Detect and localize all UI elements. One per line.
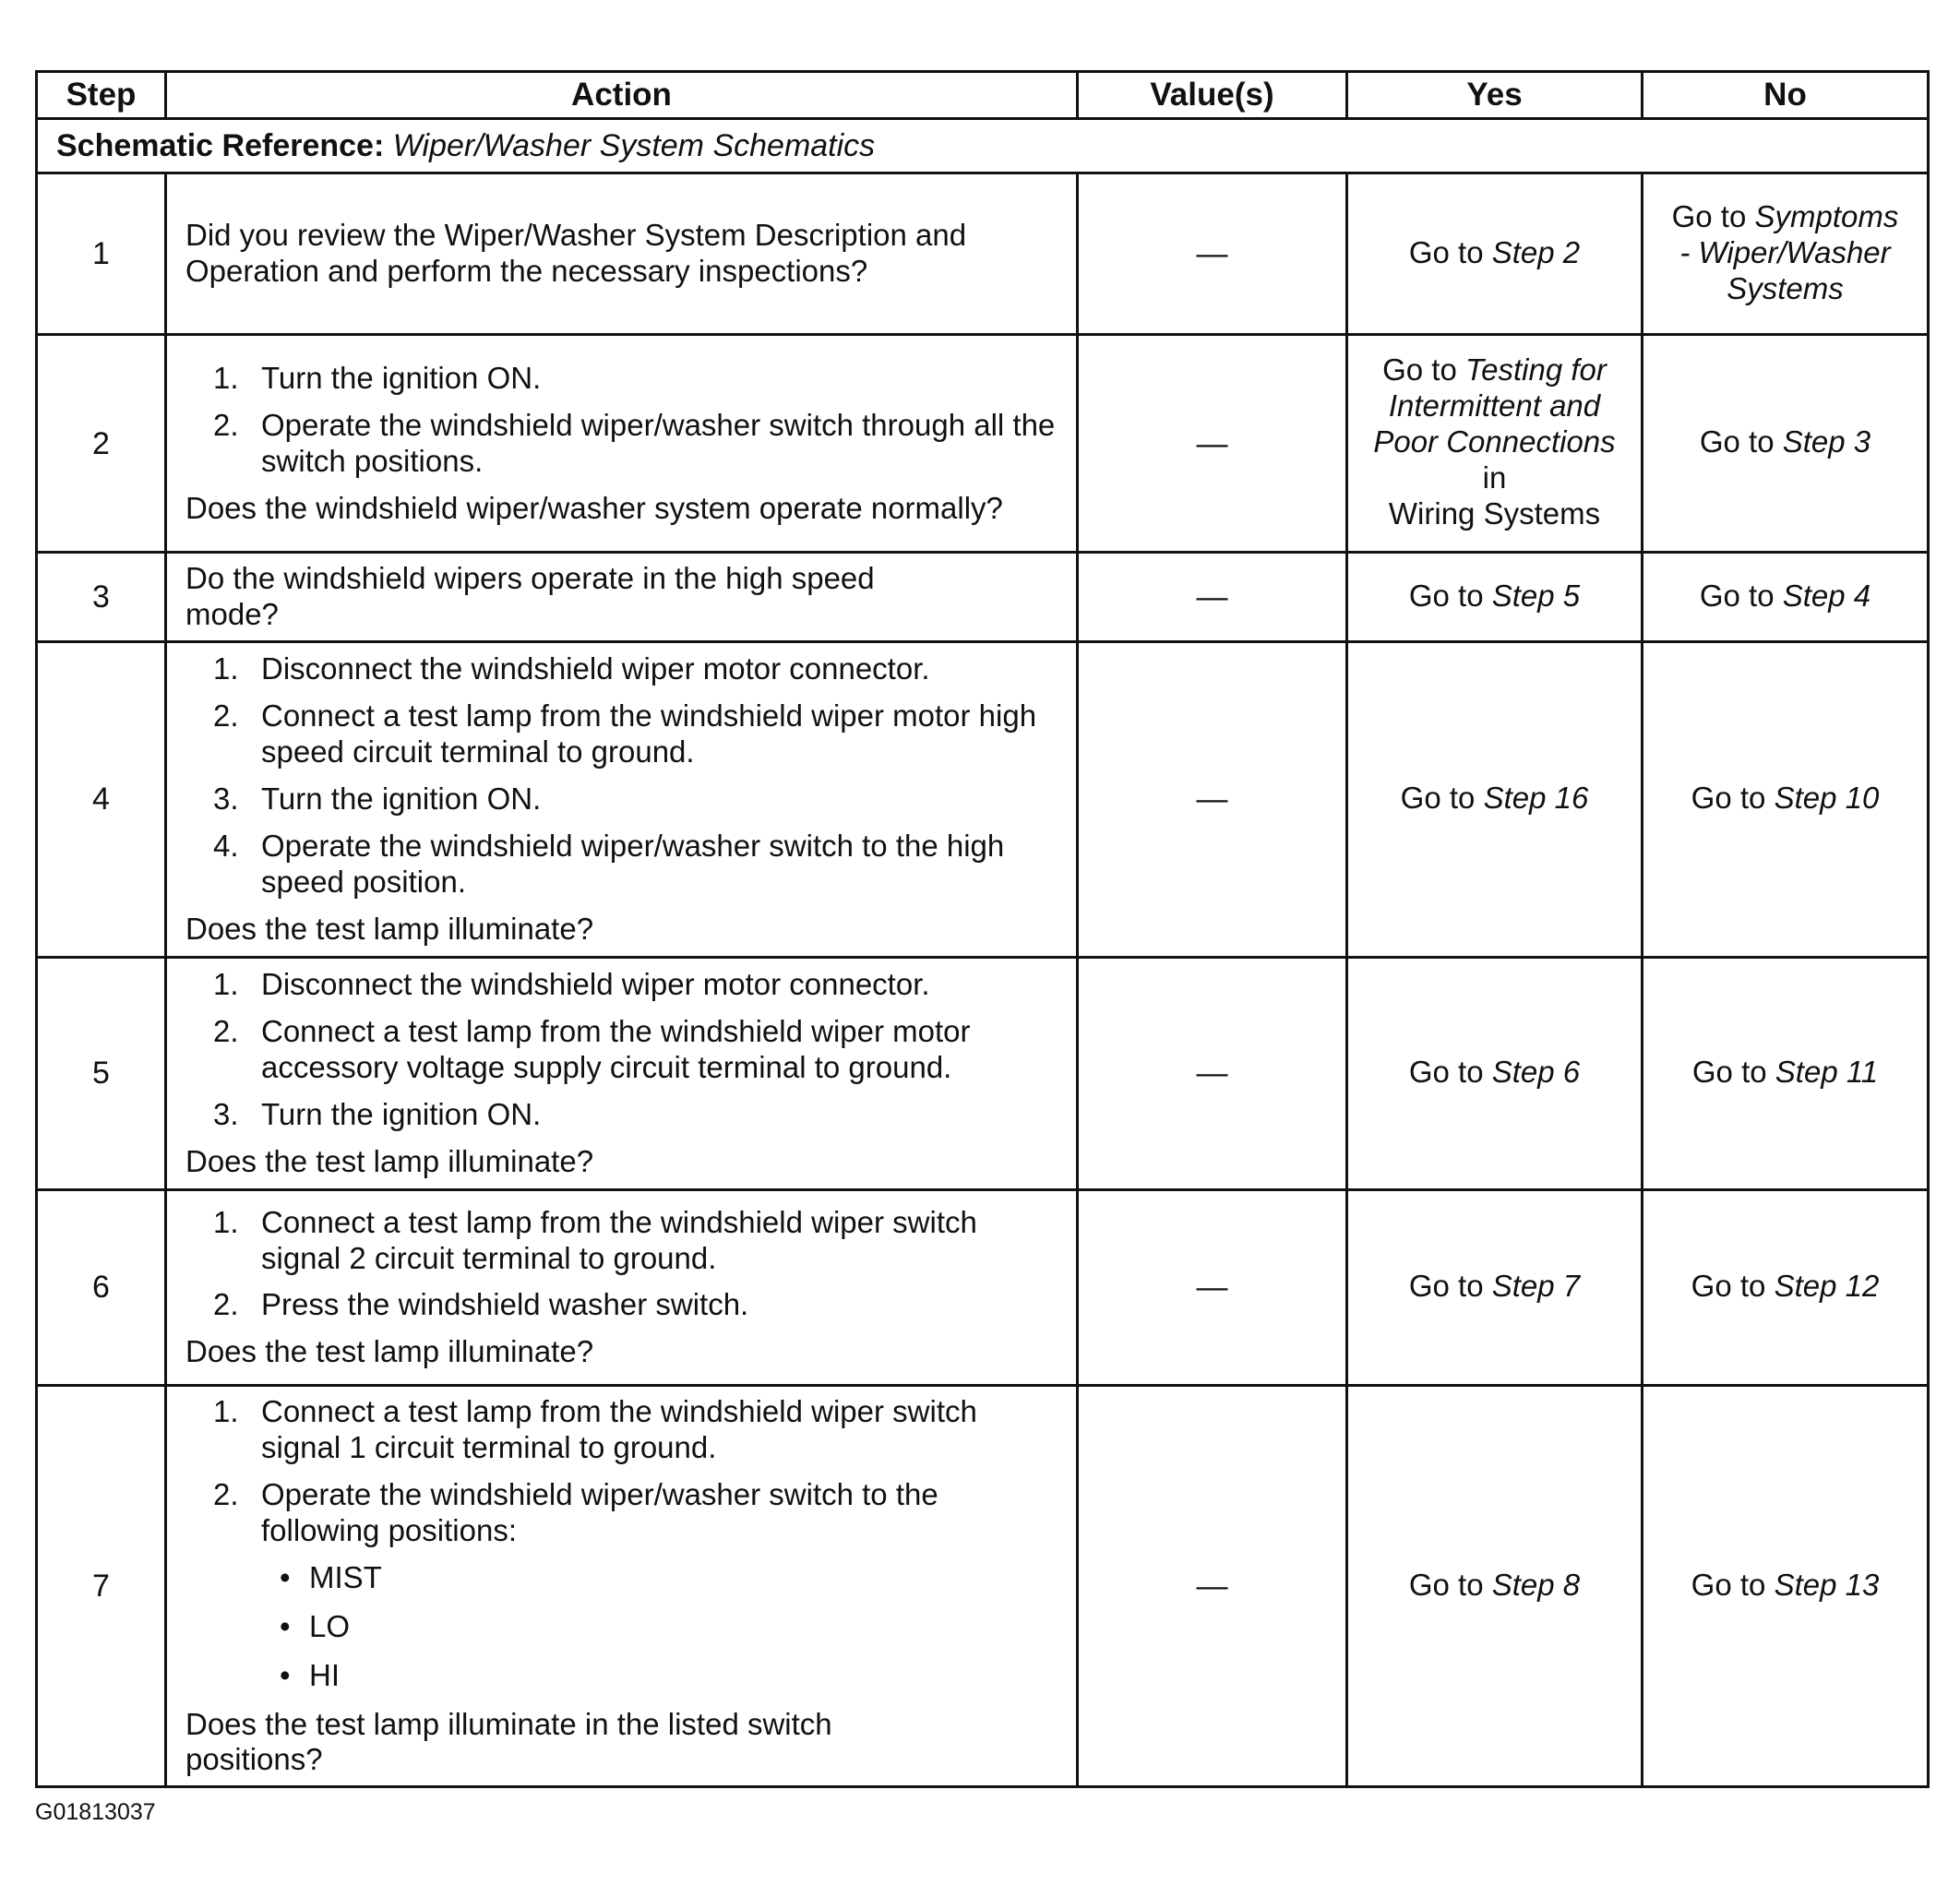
no-cell <box>1643 553 1929 642</box>
list-item: 2. Press the windshield washer switch. <box>213 1287 749 1322</box>
action-steps <box>185 1394 1058 1694</box>
list-item: 4. Operate the windshield wiper/washer switch to the high speed position. <box>213 828 1005 899</box>
action-question: Did you review the Wiper/Washer System Description and Operation and perform the necessary inspections? <box>185 218 967 289</box>
yes-cell <box>1347 335 1643 553</box>
yes-goto[interactable]: Go to Step 2 <box>1408 234 1581 269</box>
value-cell: — <box>1078 553 1347 642</box>
no-goto[interactable]: Go to Symptoms - Wiper/Washer Systems <box>1671 198 1899 305</box>
action-steps <box>185 651 1058 901</box>
list-item: 2. Connect a test lamp from the windshield wiper motor accessory voltage supply circuit terminal to ground. <box>213 1014 971 1085</box>
table-row <box>37 957 1929 1189</box>
yes-goto[interactable]: Go to Step 8 <box>1408 1567 1581 1602</box>
step-number: 7 <box>37 1385 166 1786</box>
list-item: 1. Connect a test lamp from the windshield wiper switch signal 2 circuit terminal to ground. <box>213 1204 977 1275</box>
schematic-reference-row <box>37 119 1929 173</box>
step-number: 6 <box>37 1189 166 1385</box>
action-cell <box>166 957 1078 1189</box>
step-number: 3 <box>37 553 166 642</box>
list-item: 3. Turn the ignition ON. <box>213 781 542 817</box>
action-question: Does the test lamp illuminate? <box>185 1143 594 1178</box>
value-cell: — <box>1078 1189 1347 1385</box>
diagnostic-table <box>35 70 1930 1788</box>
step-number: 4 <box>37 641 166 957</box>
value-cell: — <box>1078 335 1347 553</box>
table-row <box>37 335 1929 553</box>
switch-position-list <box>261 1560 1058 1694</box>
action-question: Do the windshield wipers operate in the high speed mode? <box>185 561 875 632</box>
no-cell <box>1643 173 1929 335</box>
diagnostic-table-sheet <box>35 70 1927 1788</box>
list-item: 1. Disconnect the windshield wiper motor connector. <box>213 651 930 686</box>
list-item: • LO <box>280 1608 351 1643</box>
yes-cell <box>1347 641 1643 957</box>
list-item: 2. Connect a test lamp from the windshield wiper motor high speed circuit terminal to ground. <box>213 698 1037 770</box>
list-item: 1. Connect a test lamp from the windshield wiper switch signal 1 circuit terminal to ground. <box>213 1393 977 1464</box>
header-step: Step <box>37 72 166 119</box>
schematic-reference <box>37 119 1929 173</box>
action-cell <box>166 335 1078 553</box>
action-question: Does the test lamp illuminate? <box>185 1334 594 1369</box>
schematic-reference-label: Schematic Reference: <box>56 128 385 163</box>
value-cell: — <box>1078 173 1347 335</box>
header-action: Action <box>166 72 1078 119</box>
no-goto[interactable]: Go to Step 13 <box>1691 1567 1880 1602</box>
step-number: 1 <box>37 173 166 335</box>
yes-cell <box>1347 1189 1643 1385</box>
action-cell <box>166 1189 1078 1385</box>
yes-cell <box>1347 553 1643 642</box>
table-row <box>37 1385 1929 1786</box>
no-cell <box>1643 335 1929 553</box>
list-item: 3. Turn the ignition ON. <box>213 1096 542 1131</box>
no-goto[interactable]: Go to Step 4 <box>1699 578 1871 613</box>
yes-cell <box>1347 957 1643 1189</box>
table-row <box>37 173 1929 335</box>
header-values: Value(s) <box>1078 72 1347 119</box>
no-cell <box>1643 1385 1929 1786</box>
list-item: 1. Disconnect the windshield wiper motor connector. <box>213 967 930 1002</box>
action-cell <box>166 173 1078 335</box>
bullet-icon: • <box>280 1657 291 1692</box>
header-yes: Yes <box>1347 72 1643 119</box>
no-goto[interactable]: Go to Step 10 <box>1691 781 1880 816</box>
no-goto[interactable]: Go to Step 3 <box>1699 424 1871 459</box>
step-number: 5 <box>37 957 166 1189</box>
value-cell: — <box>1078 1385 1347 1786</box>
action-cell <box>166 553 1078 642</box>
list-item: • HI <box>280 1657 340 1692</box>
yes-goto[interactable]: Go to Testing for Intermittent and Poor Connections in Wiring Systems <box>1373 352 1616 531</box>
header-no: No <box>1643 72 1929 119</box>
step-number: 2 <box>37 335 166 553</box>
yes-cell <box>1347 173 1643 335</box>
no-cell <box>1643 957 1929 1189</box>
list-item: • MIST <box>280 1559 382 1594</box>
schematic-reference-link[interactable]: Wiper/Washer System Schematics <box>392 128 876 163</box>
table-row <box>37 641 1929 957</box>
action-steps <box>185 361 1058 480</box>
figure-id: G01813037 <box>35 1799 156 1825</box>
no-goto[interactable]: Go to Step 12 <box>1691 1269 1880 1304</box>
action-question: Does the test lamp illuminate? <box>185 911 594 946</box>
action-question: Does the windshield wiper/washer system operate normally? <box>185 490 1003 525</box>
action-question: Does the test lamp illuminate in the listed switch positions? <box>185 1706 832 1777</box>
action-steps <box>185 1205 1058 1324</box>
yes-goto[interactable]: Go to Step 6 <box>1408 1055 1581 1090</box>
bullet-icon: • <box>280 1608 291 1643</box>
list-item: 2. Operate the windshield wiper/washer switch to the following positions: • MIST • LO • HI <box>185 1477 1058 1694</box>
yes-goto[interactable]: Go to Step 16 <box>1400 781 1589 816</box>
action-cell <box>166 1385 1078 1786</box>
table-row <box>37 553 1929 642</box>
value-cell: — <box>1078 641 1347 957</box>
yes-goto[interactable]: Go to Step 5 <box>1408 578 1581 613</box>
bullet-icon: • <box>280 1559 291 1594</box>
table-row <box>37 1189 1929 1385</box>
action-steps <box>185 967 1058 1133</box>
no-goto[interactable]: Go to Step 11 <box>1691 1055 1879 1090</box>
action-cell <box>166 641 1078 957</box>
header-row <box>37 72 1929 119</box>
yes-cell <box>1347 1385 1643 1786</box>
no-cell <box>1643 1189 1929 1385</box>
no-cell <box>1643 641 1929 957</box>
value-cell: — <box>1078 957 1347 1189</box>
list-item: 2. Operate the windshield wiper/washer switch through all the switch positions. <box>213 407 1056 478</box>
list-item: 1. Turn the ignition ON. <box>213 360 542 395</box>
yes-goto[interactable]: Go to Step 7 <box>1408 1269 1581 1304</box>
